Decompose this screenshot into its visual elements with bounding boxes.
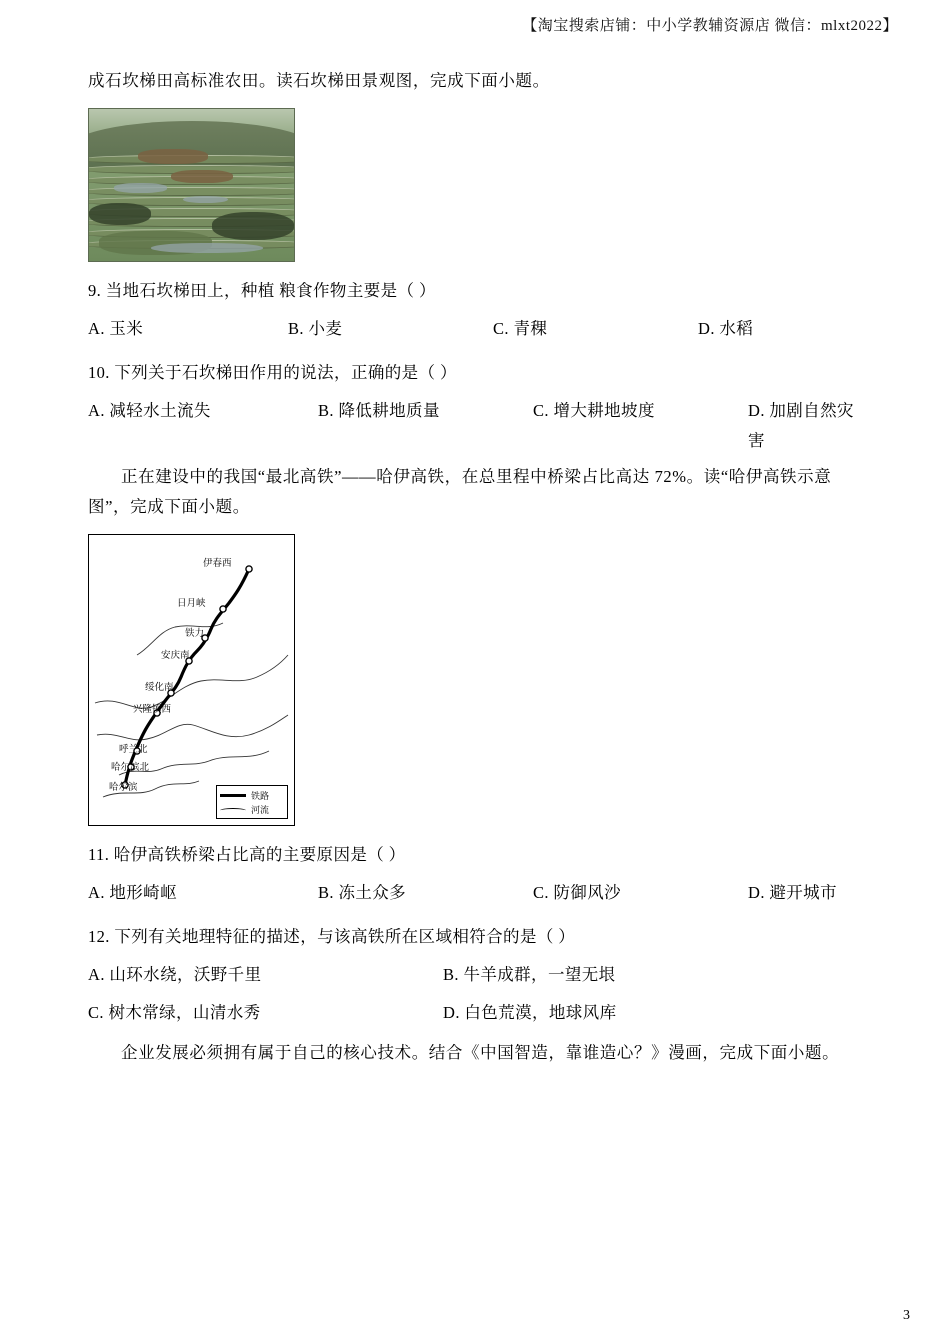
map-station-haerbin: 哈尔滨 <box>109 783 138 793</box>
q10-option-b[interactable]: B. 降低耕地质量 <box>318 401 440 420</box>
page-number: 3 <box>903 1308 910 1323</box>
q12-option-a[interactable]: A. 山环水绕，沃野千里 <box>88 965 262 984</box>
intro-paragraph-1: 成石坎梯田高标准农田。读石坎梯田景观图，完成下面小题。 <box>88 71 550 90</box>
page-content <box>88 66 868 1074</box>
q9-option-c[interactable]: C. 青稞 <box>493 319 548 338</box>
harbin-yichun-railway-map <box>88 534 295 826</box>
question-12-options-row-2 <box>88 998 868 1028</box>
q12-option-c[interactable]: C. 树木常绿，山清水秀 <box>88 1003 261 1022</box>
map-legend <box>216 785 288 819</box>
q12-option-b[interactable]: B. 牛羊成群，一望无垠 <box>443 965 616 984</box>
q10-option-a[interactable]: A. 减轻水土流失 <box>88 401 211 420</box>
map-station-hulanbei: 呼兰北 <box>119 745 148 755</box>
q10-option-d[interactable]: D. 加剧自然灾害 <box>748 401 854 450</box>
question-11-stem: 11. 哈伊高铁桥梁占比高的主要原因是（ ） <box>88 845 406 864</box>
legend-row-railway <box>220 788 284 802</box>
map-station-yichunxi: 伊春西 <box>203 559 232 569</box>
q11-option-a[interactable]: A. 地形崎岖 <box>88 883 177 902</box>
question-9-options <box>88 314 868 344</box>
question-11-options <box>88 878 868 908</box>
terrace-landscape-image <box>88 108 295 262</box>
q10-option-c[interactable]: C. 增大耕地坡度 <box>533 401 655 420</box>
intro-paragraph-2: 正在建设中的我国“最北高铁”——哈伊高铁，在总里程中桥梁占比高达 72%。读“哈伊高铁示意图”，完成下面小题。 <box>88 467 832 516</box>
railway-line-icon <box>220 794 246 797</box>
map-station-tieli: 铁力 <box>185 629 205 639</box>
map-station-haerbinbei: 哈尔滨北 <box>111 763 150 773</box>
map-station-suihuanan: 绥化南 <box>145 683 174 693</box>
q11-option-d[interactable]: D. 避开城市 <box>748 883 837 902</box>
map-station-riyuexia: 日月峡 <box>177 599 206 609</box>
legend-label-railway: 铁路 <box>251 790 270 801</box>
q11-option-c[interactable]: C. 防御风沙 <box>533 883 622 902</box>
legend-row-river <box>220 802 284 816</box>
river-line-icon <box>220 806 246 812</box>
question-12-options-row-1 <box>88 960 868 990</box>
q9-option-a[interactable]: A. 玉米 <box>88 319 144 338</box>
map-station-xinglongzhenxi: 兴隆镇西 <box>133 705 172 715</box>
legend-label-river: 河流 <box>251 804 270 815</box>
question-10-stem: 10. 下列关于石坎梯田作用的说法，正确的是（ ） <box>88 363 457 382</box>
q12-option-d[interactable]: D. 白色荒漠，地球风库 <box>443 1003 617 1022</box>
q9-option-d[interactable]: D. 水稻 <box>698 319 754 338</box>
q9-option-b[interactable]: B. 小麦 <box>288 319 343 338</box>
question-10-options <box>88 396 868 456</box>
map-station-anqingnan: 安庆南 <box>161 651 190 661</box>
watermark-text: 【淘宝搜索店铺：中小学教辅资源店 微信：mlxt2022】 <box>522 18 898 34</box>
question-9-stem: 9. 当地石坎梯田上，种植 粮食作物主要是（ ） <box>88 281 436 300</box>
question-12-stem: 12. 下列有关地理特征的描述，与该高铁所在区域相符合的是（ ） <box>88 927 576 946</box>
intro-paragraph-3: 企业发展必须拥有属于自己的核心技术。结合《中国智造，靠谁造心？》漫画，完成下面小题。 <box>121 1043 840 1062</box>
q11-option-b[interactable]: B. 冻土众多 <box>318 883 407 902</box>
